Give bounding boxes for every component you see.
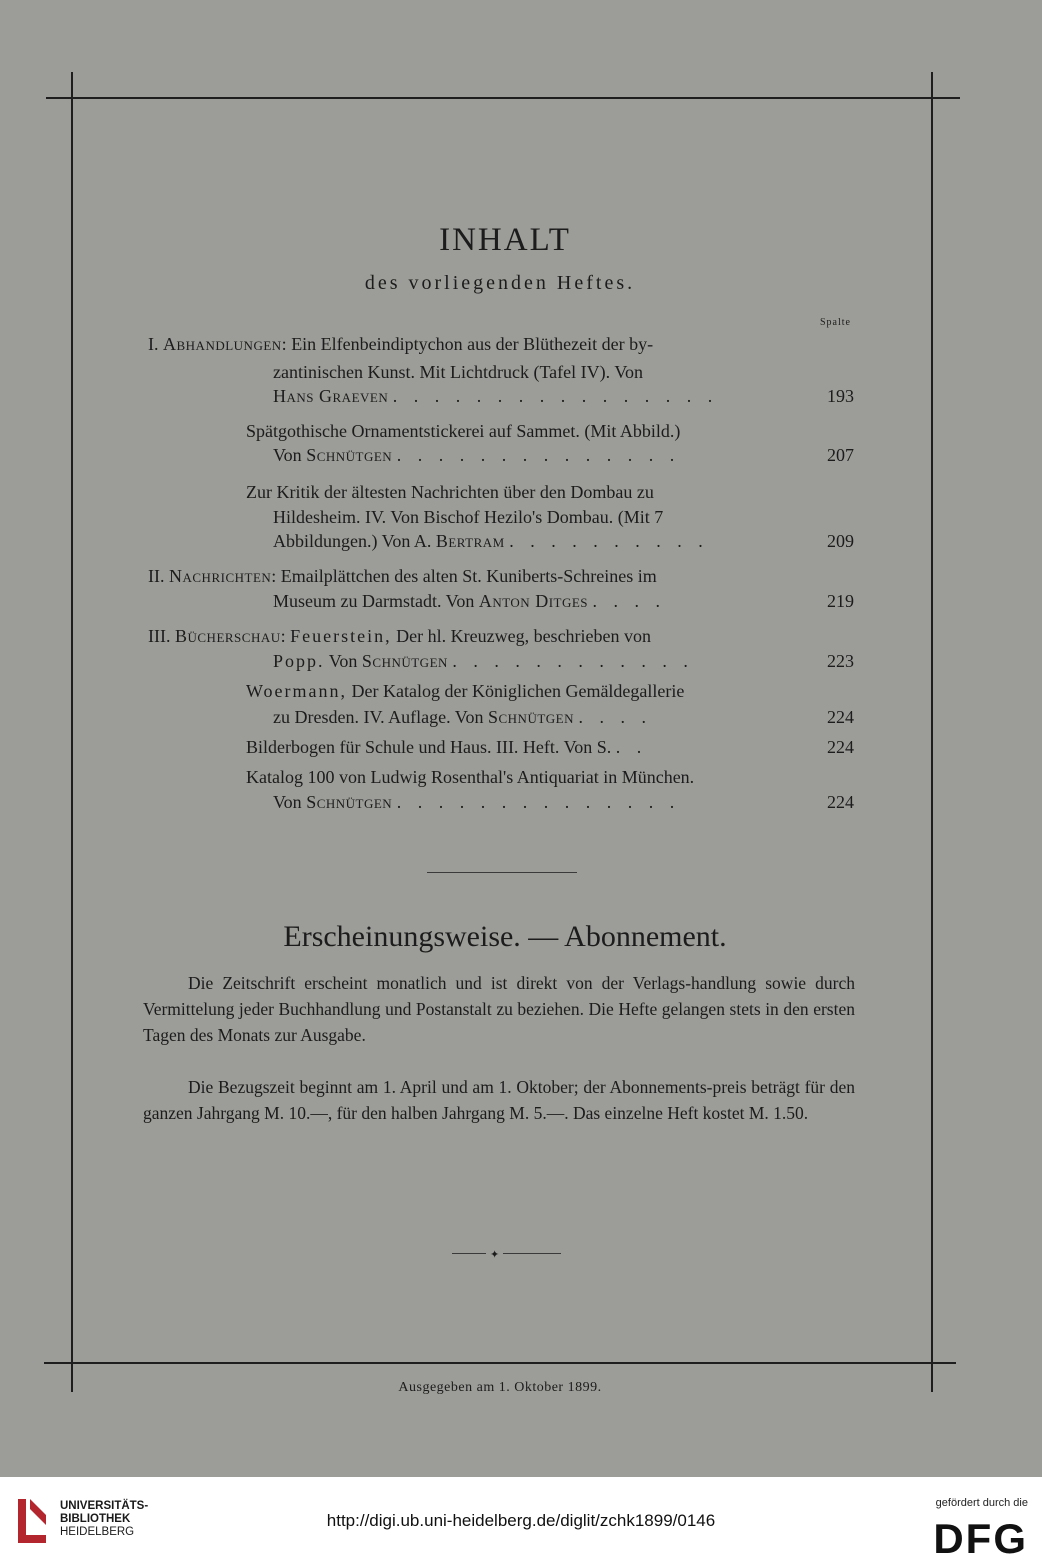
toc-entry-6-line-1: Woermann, Der Katalog der Königlichen Gemäldegallerie xyxy=(246,681,685,701)
toc-author: Schnütgen xyxy=(306,445,393,465)
toc-entry-2-line-2: Von Schnütgen . . . . . . . . . . . . . . xyxy=(273,445,681,465)
leader-dots: . . . . xyxy=(592,591,667,611)
toc-entry-7-line-1: Bilderbogen für Schule und Haus. III. Heft. Von S. . . xyxy=(246,737,648,757)
funding-note: gefördert durch die xyxy=(935,1497,1028,1509)
frame-left-rule xyxy=(71,72,73,1392)
leader-dots: . . . . . . . . . . . . . . xyxy=(396,445,681,465)
library-name: UNIVERSITÄTS- BIBLIOTHEK HEIDELBERG xyxy=(60,1500,149,1538)
page-subtitle: des vorliegenden Heftes. xyxy=(364,272,636,294)
leader-dots: . . . . . . . . . . . . . . . . xyxy=(392,386,719,406)
ornament-center-icon: ✦ xyxy=(490,1249,500,1261)
permalink-url[interactable]: http://digi.ub.uni-heidelberg.de/diglit/zchk1899/0146 xyxy=(326,1511,716,1530)
section-label-nachrichten: Nachrichten xyxy=(169,566,272,586)
toc-author: Schnütgen xyxy=(361,651,448,671)
leader-dots: . . . . xyxy=(578,707,652,727)
toc-entry-5-line-1: III. Bücherschau: Feuerstein, Der hl. Kreuzweg, beschrieben von xyxy=(148,626,652,646)
column-label: Spalte xyxy=(820,317,851,328)
toc-page-number: 223 xyxy=(827,651,854,671)
toc-page-number: 219 xyxy=(827,591,854,611)
toc-page-number: 193 xyxy=(827,386,854,406)
leader-dots: . . . . . . . . . . . . xyxy=(452,651,694,671)
ornament-line-right xyxy=(503,1253,561,1254)
toc-entry-4-line-1: II. Nachrichten: Emailplättchen des alten St. Kuniberts-Schreines im xyxy=(148,566,657,586)
toc-author: Schnütgen xyxy=(487,707,574,727)
toc-entry-2-line-1: Spätgothische Ornamentstickerei auf Sammet. (Mit Abbild.) xyxy=(246,421,681,441)
frame-top-rule xyxy=(46,97,960,99)
frame-right-rule xyxy=(931,72,933,1392)
toc-author: Hans Graeven xyxy=(273,386,389,406)
toc-entry-1-line-2: zantinischen Kunst. Mit Lichtdruck (Tafel IV). Von xyxy=(273,362,643,382)
paragraph-publication: Die Zeitschrift erscheint monatlich und ist direkt von der Verlags-handlung sowie durch Vermittelung jeder Buchhandlung und Postanstalt zu beziehen. Die Hefte gelangen stets in den ersten Tagen des Monats zur Ausgabe. xyxy=(143,973,855,1045)
toc-page-number: 224 xyxy=(827,792,854,812)
section-label-abhandlungen: Abhandlungen xyxy=(163,334,282,354)
toc-entry-6-line-2: zu Dresden. IV. Auflage. Von Schnütgen . . . . xyxy=(273,707,652,727)
toc-author: Schnütgen xyxy=(306,792,393,812)
toc-entry-3-line-3: Abbildungen.) Von A. Bertram . . . . . . . . . . xyxy=(273,531,709,551)
toc-page-number: 209 xyxy=(827,531,854,551)
frame-bottom-rule xyxy=(44,1362,956,1364)
issue-date: Ausgegeben am 1. Oktober 1899. xyxy=(398,1380,602,1395)
toc-page-number: 207 xyxy=(827,445,854,465)
toc-entry-8-line-1: Katalog 100 von Ludwig Rosenthal's Antiquariat in München. xyxy=(246,767,695,787)
ornament-line-left xyxy=(452,1253,486,1254)
page-title: INHALT xyxy=(439,222,571,258)
toc-entry-5-line-2: Popp. Von Schnütgen . . . . . . . . . . . . xyxy=(273,651,694,671)
toc-author: Bertram xyxy=(435,531,505,551)
toc-page-number: 224 xyxy=(827,707,854,727)
section-divider xyxy=(427,872,577,873)
dfg-logo: DFG xyxy=(933,1515,1028,1562)
section-label-buecherschau: Bücherschau xyxy=(174,626,281,646)
toc-page-number: 224 xyxy=(827,737,854,757)
paragraph-subscription: Die Bezugszeit beginnt am 1. April und am 1. Oktober; der Abonnements-preis beträgt für den ganzen Jahrgang M. 10.—, für den halben Jahrgang M. 5.—. Das einzelne Heft kostet M. 1.50. xyxy=(143,1077,855,1123)
toc-entry-8-line-2: Von Schnütgen . . . . . . . . . . . . . . xyxy=(273,792,681,812)
leader-dots: . . . . . . . . . . xyxy=(509,531,709,551)
leader-dots: . . xyxy=(615,737,648,757)
toc-entry-4-line-2: Museum zu Darmstadt. Von Anton Ditges . . . . xyxy=(273,591,667,611)
leader-dots: . . . . . . . . . . . . . . xyxy=(396,792,681,812)
toc-entry-1-line-3 xyxy=(273,384,718,408)
toc-entry-1-line-1: I. Abhandlungen: Ein Elfenbeindiptychon aus der Blüthezeit der by- xyxy=(148,334,654,354)
toc-author: Anton Ditges xyxy=(478,591,589,611)
toc-entry-3-line-2: Hildesheim. IV. Von Bischof Hezilo's Dombau. (Mit 7 xyxy=(273,507,664,527)
toc-entry-3-line-1: Zur Kritik der ältesten Nachrichten über den Dombau zu xyxy=(246,482,654,502)
section-title: Erscheinungsweise. — Abonnement. xyxy=(283,920,727,953)
